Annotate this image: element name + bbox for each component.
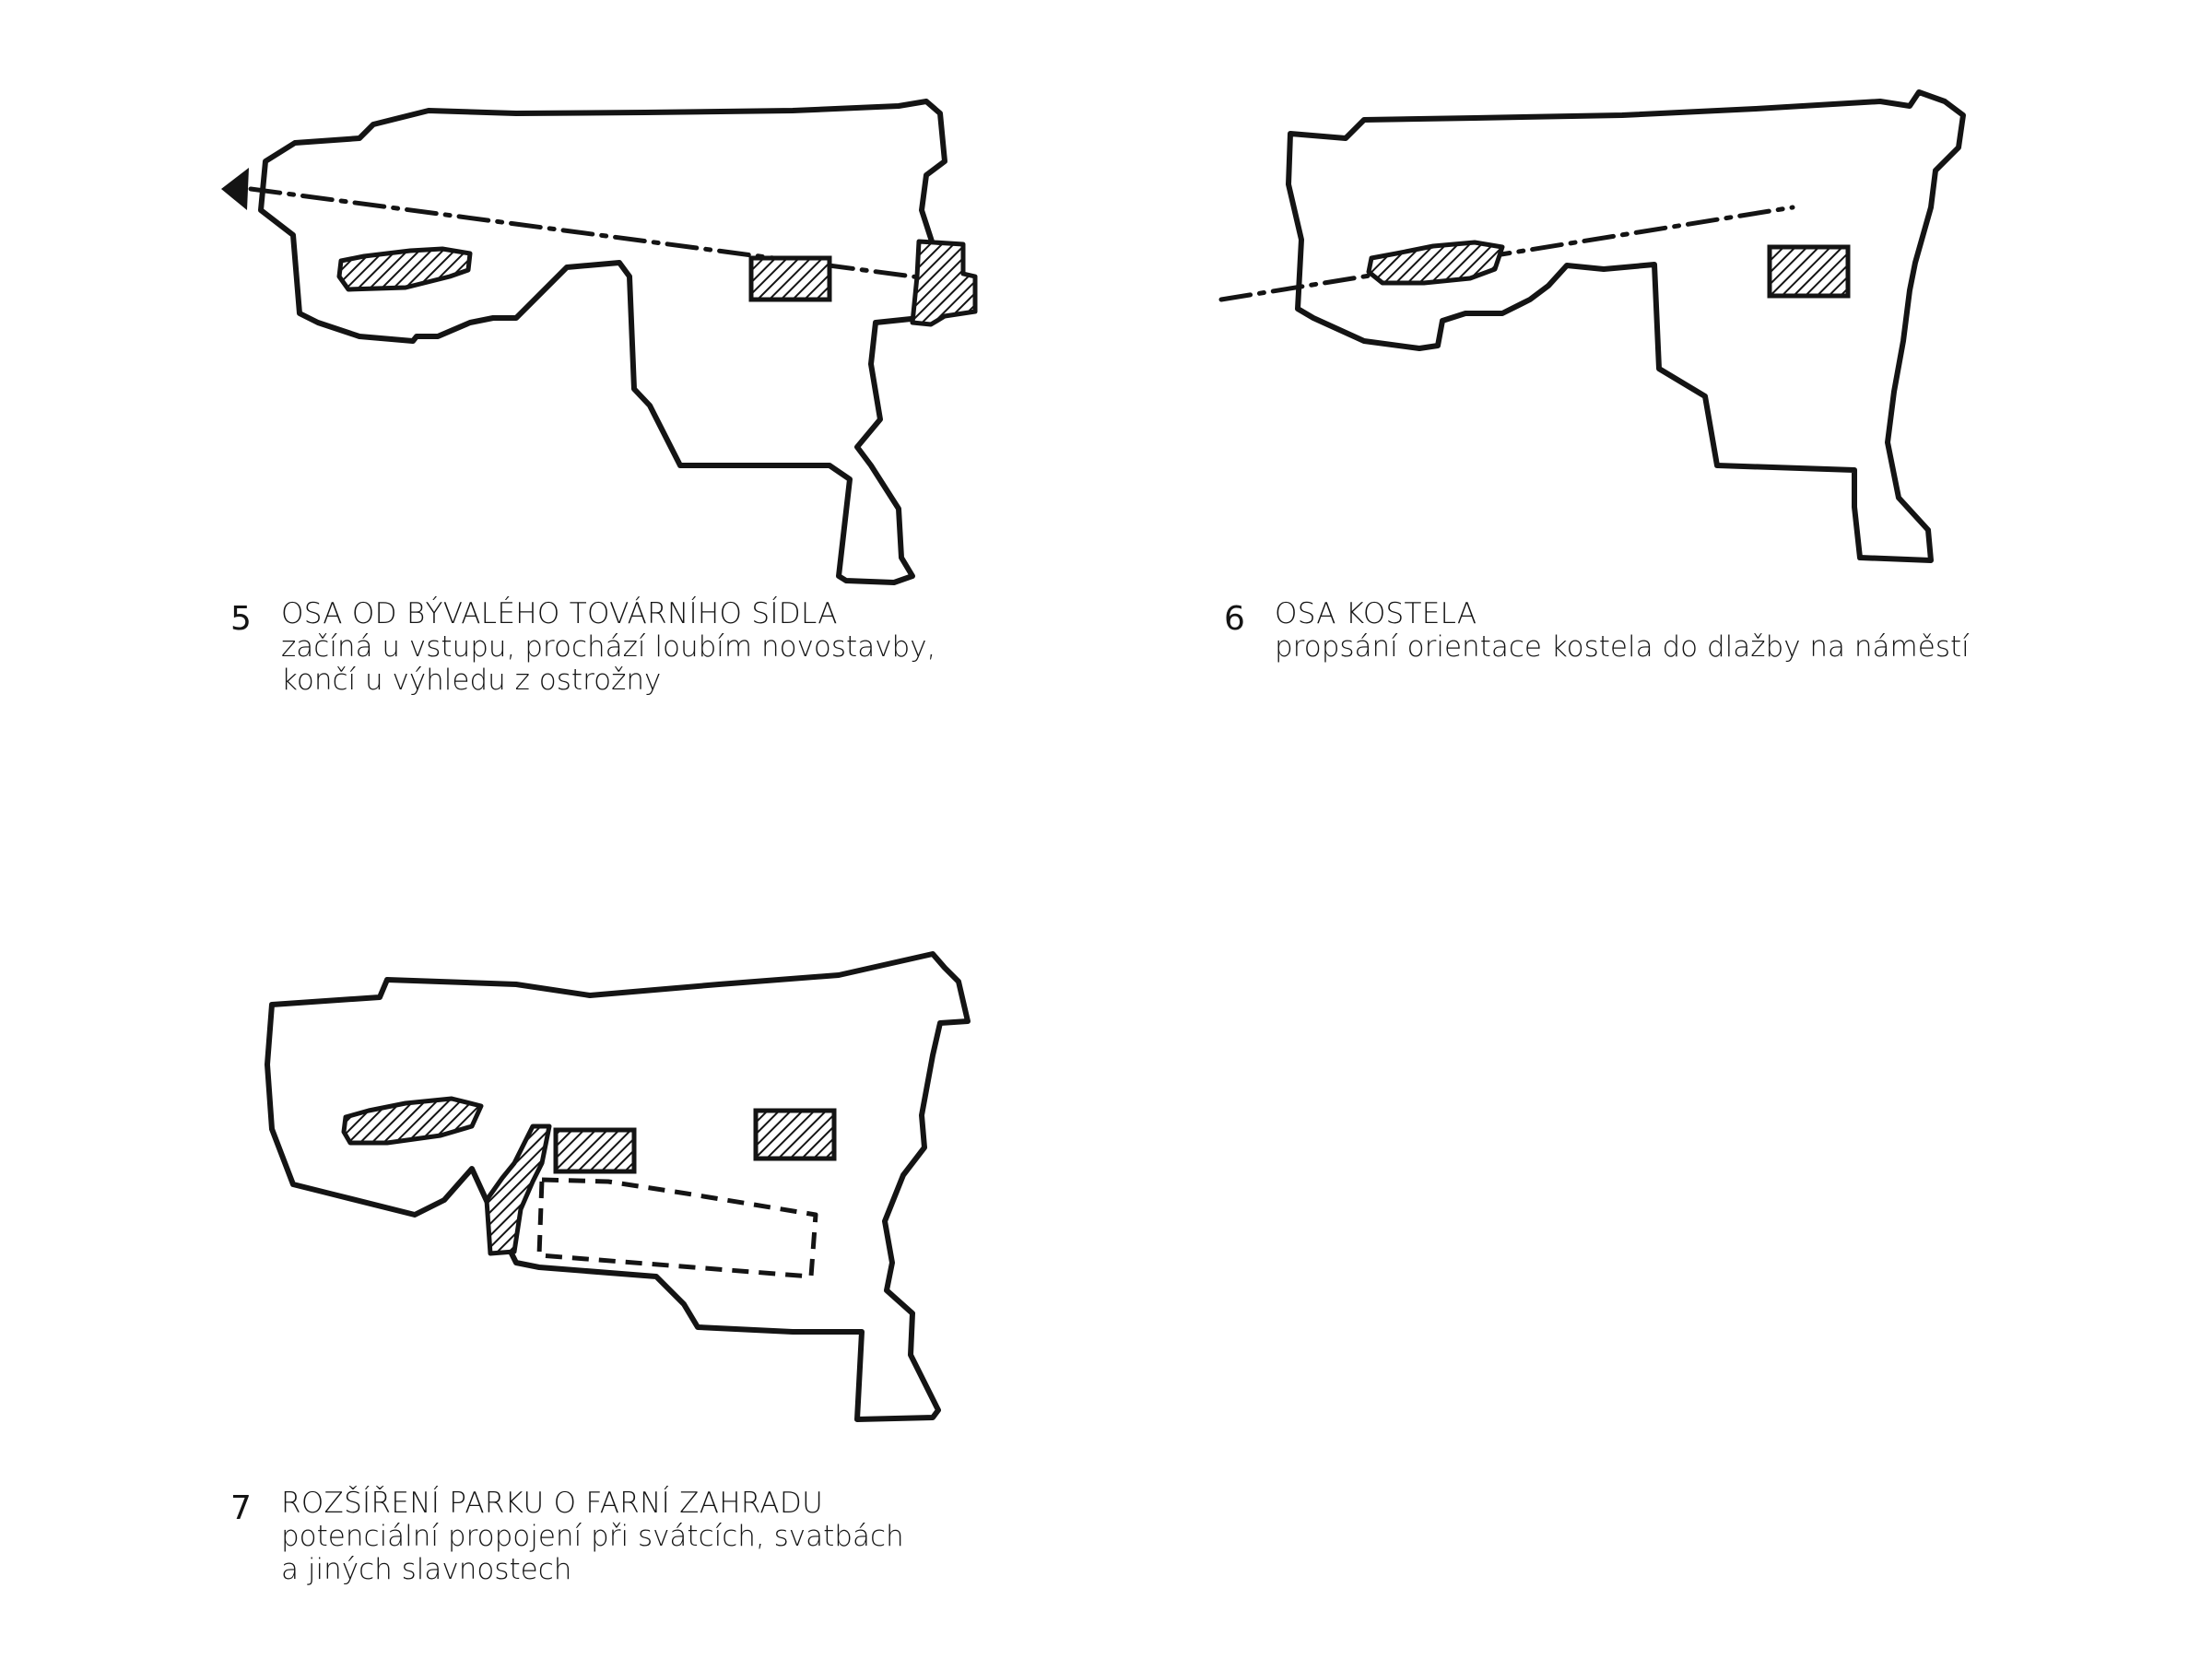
- hatched-building-7c: [756, 1111, 834, 1159]
- hatched-building-6b: [1770, 247, 1848, 296]
- caption-title-5: OSA OD BÝVALÉHO TOVÁRNÍHO SÍDLA: [281, 597, 838, 630]
- panel-number-6: 6: [1224, 600, 1245, 638]
- caption-line-6a: propsání orientace kostela do dlažby na náměstí: [1275, 630, 1970, 664]
- caption-line-5b: končí u výhledu z ostrožny: [281, 664, 662, 697]
- hatched-building-5b: [751, 258, 830, 300]
- arrow-head-icon: [221, 168, 249, 210]
- caption-line-7b: a jiných slavnostech: [281, 1553, 572, 1586]
- panel-number-7: 7: [230, 1489, 252, 1527]
- caption-line-7a: potenciální propojení při svátcích, svatbách: [281, 1520, 904, 1553]
- hatched-building-7b: [556, 1130, 634, 1171]
- caption-5: [230, 597, 1000, 697]
- caption-6: [1224, 597, 2067, 664]
- hatched-building-7a: [344, 1099, 481, 1143]
- axis-line-6: [1221, 207, 1793, 300]
- site-outline-5: [261, 101, 945, 582]
- caption-title-7: ROZŠÍŘENÍ PARKU O FARNÍ ZAHRADU: [281, 1487, 824, 1520]
- hatched-building-5a: [339, 249, 470, 289]
- diagram-5: [221, 101, 975, 582]
- diagram-6: [1221, 92, 1963, 560]
- site-outline-6: [1288, 92, 1963, 560]
- caption-title-6: OSA KOSTELA: [1275, 597, 1477, 630]
- caption-line-5a: začíná u vstupu, prochází loubím novostavby,: [281, 630, 936, 664]
- hatched-building-5c: [912, 241, 975, 324]
- caption-7: [230, 1487, 1000, 1586]
- garden-extension-dashed: [539, 1180, 816, 1277]
- diagram-7: [267, 954, 968, 1419]
- site-outline-7: [267, 954, 968, 1419]
- panel-number-5: 5: [230, 600, 252, 638]
- hatched-building-6a: [1369, 242, 1502, 283]
